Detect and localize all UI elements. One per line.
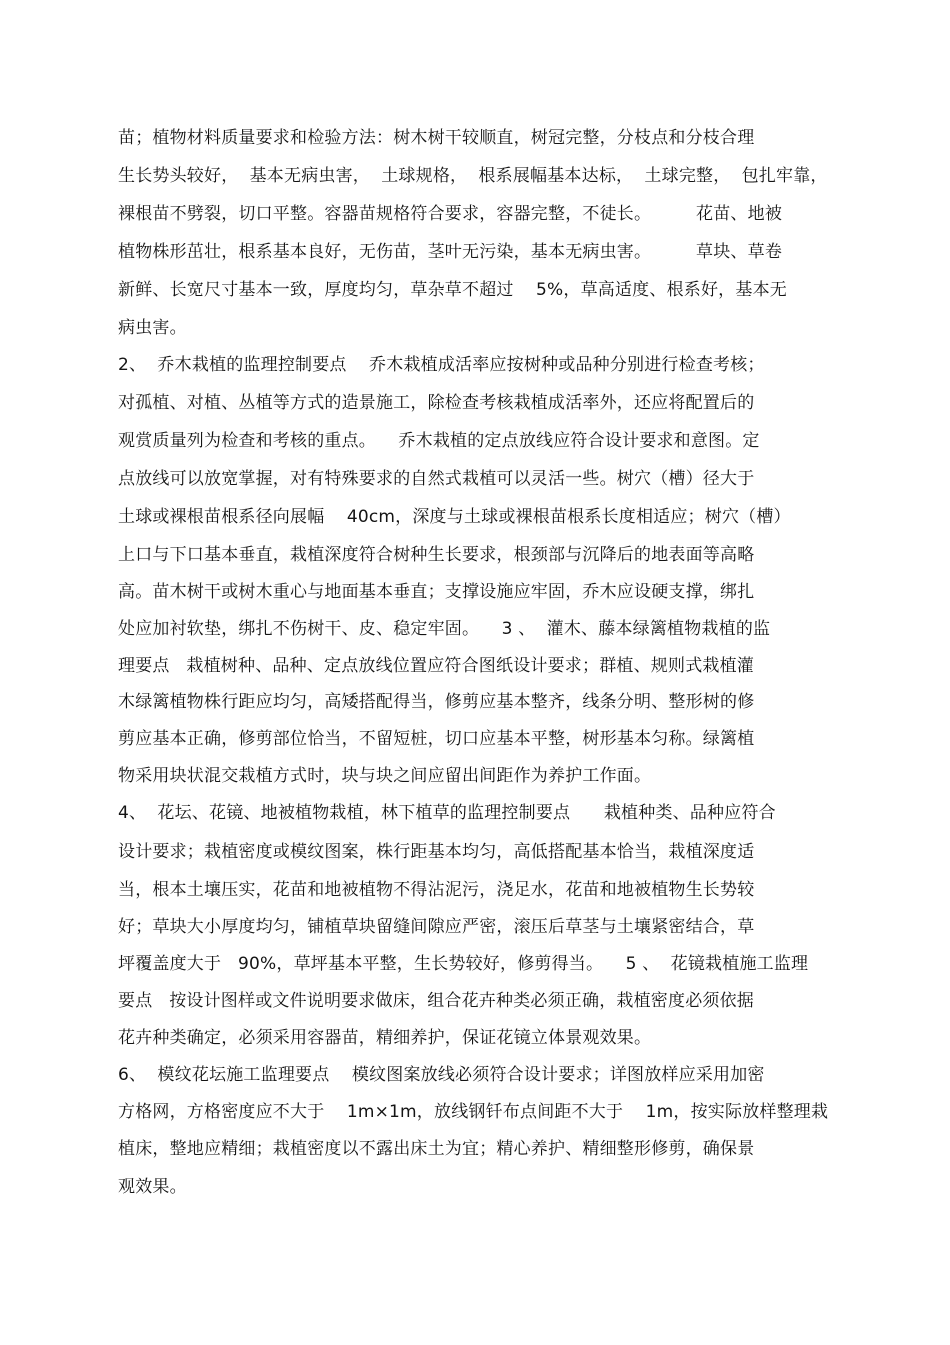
text-line: 物采用块状混交栽植方式时，块与块之间应留出间距作为养护工作面。	[118, 766, 652, 786]
text-line: 2、 乔木栽植的监理控制要点 乔木栽植成活率应按树种或品种分别进行检查考核；	[118, 355, 765, 375]
text-line: 生长势头较好， 基本无病虫害， 土球规格， 根系展幅基本达标， 土球完整， 包扎牢靠，	[118, 166, 828, 186]
text-line: 坪覆盖度大于 90%，草坪基本平整，生长势较好，修剪得当。 5 、 花镜栽植施工监理	[118, 954, 809, 974]
text-line: 6、 模纹花坛施工监理要点 模纹图案放线必须符合设计要求；详图放样应采用加密	[118, 1065, 765, 1085]
text-line: 要点 按设计图样或文件说明要求做床，组合花卉种类必须正确，栽植密度必须依据	[118, 991, 755, 1011]
text-line: 理要点 栽植树种、品种、定点放线位置应符合图纸设计要求；群植、规则式栽植灌	[118, 656, 755, 676]
text-line: 高。苗木树干或树木重心与地面基本垂直；支撑设施应牢固，乔木应设硬支撑，绑扎	[118, 582, 755, 602]
text-line: 土球或裸根苗根系径向展幅 40cm，深度与土球或裸根苗根系长度相适应；树穴（槽）	[118, 507, 791, 527]
text-line: 方格网，方格密度应不大于 1m×1m，放线钢钎布点间距不大于 1m，按实际放样整理栽	[118, 1102, 829, 1122]
text-line: 新鲜、长宽尺寸基本一致，厚度均匀，草杂草不超过 5%，草高适度、根系好，基本无	[118, 280, 787, 300]
text-line: 对孤植、对植、丛植等方式的造景施工，除检查考核栽植成活率外，还应将配置后的	[118, 393, 755, 413]
text-line: 设计要求；栽植密度或模纹图案，株行距基本均匀，高低搭配基本恰当，栽植深度适	[118, 842, 755, 862]
text-line: 病虫害。	[118, 318, 187, 338]
text-line: 好；草块大小厚度均匀，铺植草块留缝间隙应严密，滚压后草茎与土壤紧密结合，草	[118, 917, 755, 937]
text-line: 苗；植物材料质量要求和检验方法：树木树干较顺直，树冠完整，分枝点和分枝合理	[118, 128, 755, 148]
text-line: 上口与下口基本垂直，栽植深度符合树种生长要求，根颈部与沉降后的地表面等高略	[118, 545, 755, 565]
text-line: 裸根苗不劈裂，切口平整。容器苗规格符合要求，容器完整，不徒长。 花苗、地被	[118, 204, 783, 224]
text-line: 点放线可以放宽掌握，对有特殊要求的自然式栽植可以灵活一些。树穴（槽）径大于	[118, 469, 755, 489]
text-line: 当，根本土壤压实，花苗和地被植物不得沾泥污，浇足水，花苗和地被植物生长势较	[118, 880, 755, 900]
text-line: 植床，整地应精细；栽植密度以不露出床土为宜；精心养护、精细整形修剪，确保景	[118, 1139, 755, 1159]
text-line: 木绿篱植物株行距应均匀，高矮搭配得当，修剪应基本整齐，线条分明、整形树的修	[118, 692, 755, 712]
text-line: 4、 花坛、花镜、地被植物栽植，林下植草的监理控制要点 栽植种类、品种应符合	[118, 803, 776, 823]
text-line: 剪应基本正确，修剪部位恰当，不留短桩，切口应基本平整，树形基本匀称。绿篱植	[118, 729, 755, 749]
text-line: 观效果。	[118, 1177, 187, 1197]
text-line: 处应加衬软垫，绑扎不伤树干、皮、稳定牢固。 3 、 灌木、藤本绿篱植物栽植的监	[118, 619, 771, 639]
text-line: 观赏质量列为检查和考核的重点。 乔木栽植的定点放线应符合设计要求和意图。定	[118, 431, 760, 451]
text-line: 植物株形茁壮，根系基本良好，无伤苗，茎叶无污染，基本无病虫害。 草块、草卷	[118, 242, 783, 262]
text-line: 花卉种类确定，必须采用容器苗，精细养护，保证花镜立体景观效果。	[118, 1028, 652, 1048]
